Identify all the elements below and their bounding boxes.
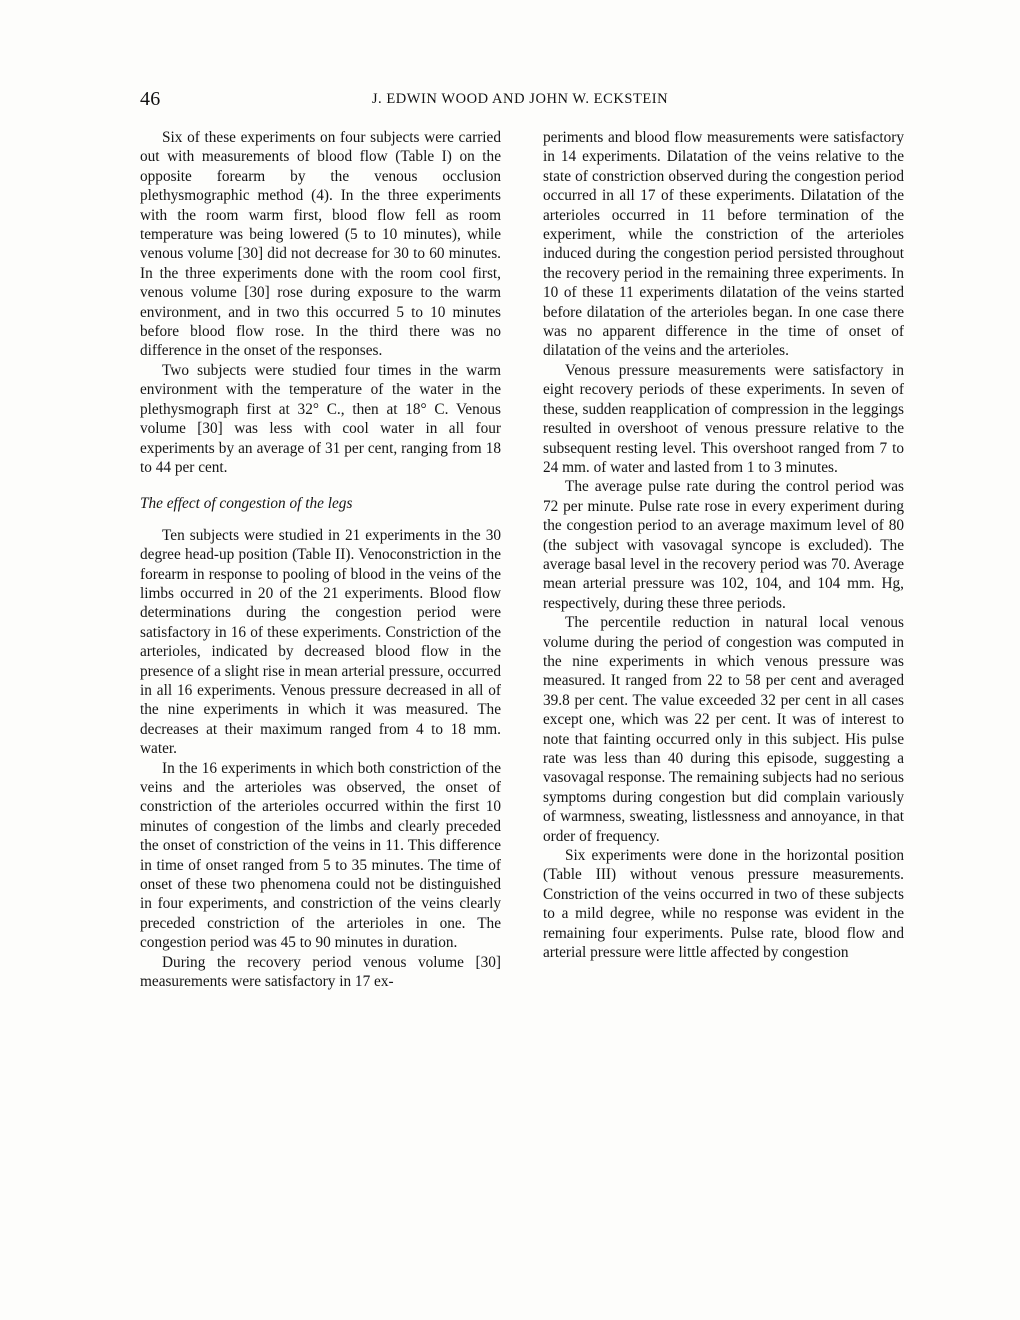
page-number: 46: [140, 88, 161, 110]
running-head: J. EDWIN WOOD AND JOHN W. ECKSTEIN: [371, 91, 669, 107]
paragraph: Six experiments were done in the horizontal position (Table III) without venous pressure measurements. Constriction of the veins occurred in two of these subjects to a mild degree, while no response was evident in the remaining four experiments. Pulse rate, blood flow and arterial pressure were little affected by congestion: [543, 847, 904, 962]
paragraph: In the 16 experiments in which both constriction of the veins and the arterioles was observed, the onset of constriction of the arterioles occurred within the first 10 minutes of congestion of the limbs and clearly preceded the onset of constriction of the veins in 11. This difference in time of onset ranged from 5 to 35 minutes. The time of onset of these two phenomena could not be distinguished in four experiments, and constriction of the veins clearly preceded constriction of the arterioles in one. The congestion period was 45 to 90 minutes in duration.: [140, 759, 501, 952]
page-header: [140, 88, 900, 110]
section-subheading: The effect of congestion of the legs: [140, 495, 353, 513]
paragraph: Venous pressure measurements were satisfactory in eight recovery periods of these experiments. In seven of these, sudden reapplication of compression in the leggings resulted in overshoot of venous pressure relative to the subsequent resting level. This overshoot ranged from 7 to 24 mm. of water and lasted from 1 to 3 minutes.: [543, 361, 904, 476]
paragraph: The percentile reduction in natural local venous volume during the period of congestion was computed in the nine experiments in which venous pressure was measured. It ranged from 22 to 58 per cent and averaged 39.8 per cent. The value exceeded 32 per cent in all cases except one, which was 22 per cent. It was of interest to note that fainting occurred only in this subject. His pulse rate was less than 40 during this episode, suggesting a vasovagal response. The remaining subjects had no serious symptoms during congestion but did complain variously of warmness, sweating, listlessness and annoyance, in that order of frequency.: [543, 614, 904, 845]
paragraph: During the recovery period venous volume [30] measurements were satisfactory in 17 ex-: [140, 953, 501, 991]
right-column: [543, 128, 904, 991]
paragraph: Six of these experiments on four subjects were carried out with measurements of blood flow (Table I) on the opposite forearm by the venous occlusion plethysmographic method (4). In the three experiments with the room warm first, blood flow fell as room temperature was being lowered (5 to 10 minutes), while venous volume [30] did not decrease for 30 to 60 minutes. In the three experiments done with the room cool first, venous volume [30] rose during exposure to the warm environment, and in two this occurred 5 to 10 minutes before blood flow rose. In the third there was no difference in the onset of the responses.: [140, 129, 501, 360]
paragraph: Ten subjects were studied in 21 experiments in the 30 degree head-up position (Table II). Venoconstriction in the forearm in response to pooling of blood in the veins of the limbs occurred in 20 of the 21 experiments. Blood flow determinations during the congestion period were satisfactory in 16 of these experiments. Constriction of the arterioles, indicated by decreased blood flow in the presence of a slight rise in mean arterial pressure, occurred in all 16 experiments. Venous pressure decreased in all of the nine experiments in which it was measured. The decreases at their maximum ranged from 4 to 18 mm. water.: [140, 526, 501, 758]
left-column: [140, 128, 501, 991]
paragraph: Two subjects were studied four times in the warm environment with the temperature of the water in the plethysmograph first at 32° C., then at 18° C. Venous volume [30] was less with cool water in all four experiments by an average of 31 per cent, ranging from 18 to 44 per cent.: [140, 361, 501, 476]
body-columns: [140, 128, 904, 991]
paragraph: periments and blood flow measurements were satisfactory in 14 experiments. Dilatation of the veins relative to the state of constriction observed during the congestion period occurred in all 17 of these experiments. Dilatation of the arterioles occurred in 11 before termination of the experiment, while the constriction of the arterioles induced during the congestion period persisted throughout the recovery period in the remaining three experiments. In 10 of these 11 experiments dilatation of the veins started before dilatation of the arterioles began. In one case there was no apparent difference in the time of onset of dilatation of the veins and the arterioles.: [543, 129, 904, 360]
paragraph: The average pulse rate during the control period was 72 per minute. Pulse rate rose in every experiment during the congestion period to an average maximum level of 80 (the subject with vasovagal syncope is excluded). The average basal level in the recovery period was 70. Average mean arterial pressure was 102, 104, and 104 mm. Hg, respectively, during these three periods.: [543, 478, 904, 612]
